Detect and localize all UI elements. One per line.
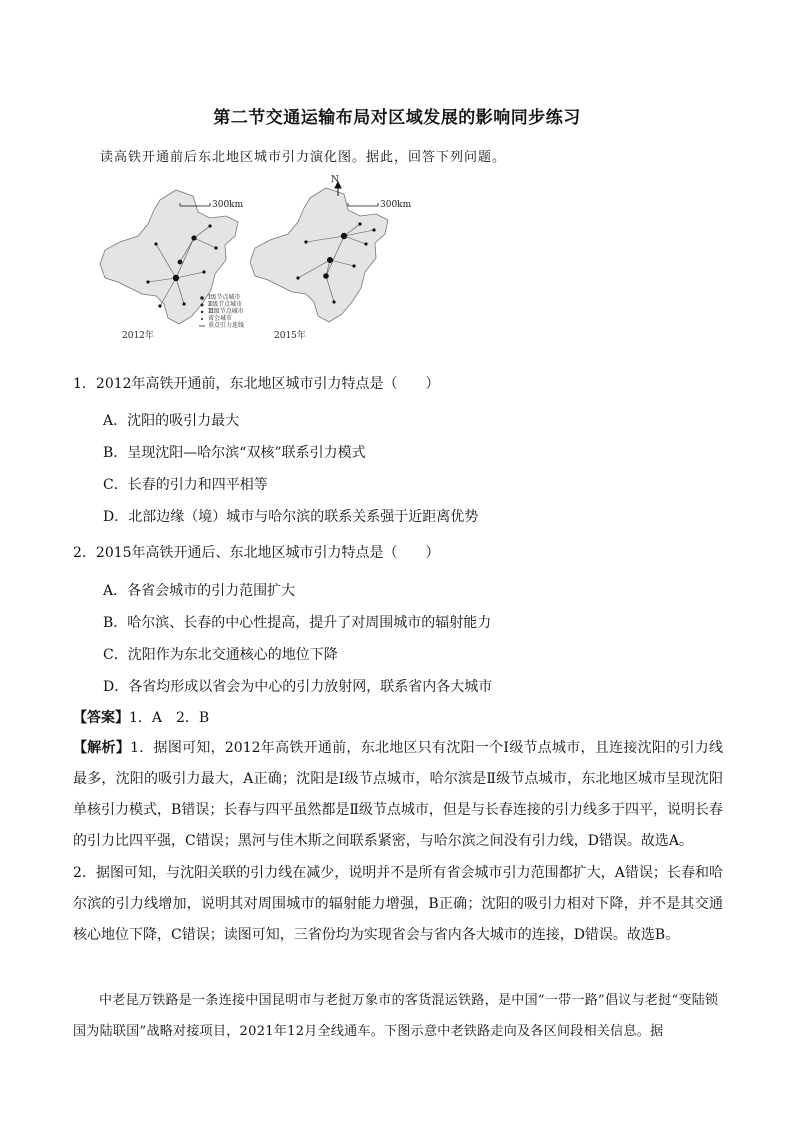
map-figure — [98, 178, 428, 343]
page-title: 第二节交通运输布局对区域发展的影响同步练习 — [213, 108, 581, 128]
question-2-option-b: B．哈尔滨、长春的中心性提高，提升了对周围城市的辐射能力 — [103, 615, 492, 631]
answer-tag: 【答案】 — [73, 710, 129, 726]
question-1-stem: 1．2012年高铁开通前，东北地区城市引力特点是（ ） — [73, 376, 440, 392]
legend-item: Ⅰ级节点城市 — [208, 294, 241, 301]
scale-bar — [180, 203, 378, 206]
next-question-intro: 中老昆万铁路是一条连接中国昆明市与老挝万象市的客货混运铁路，是中国“一带一路”倡议与老挝“变陆锁国为陆联国”战略对接项目，2021年12月全线通车。下图示意中老铁路走向及各区间段相关信息。据 — [73, 993, 719, 1039]
question-2-option-d: D．各省均形成以省会为中心的引力放射网，联系省内各大城市 — [103, 679, 493, 695]
map-year-2015: 2015年 — [274, 331, 306, 341]
answer-line — [73, 707, 209, 727]
map-legend-text — [208, 294, 244, 329]
legend-item: Ⅲ级节点城市 — [208, 308, 244, 315]
question-1-option-d: D．北部边缘（境）城市与哈尔滨的联系关系强于近距离优势 — [103, 509, 479, 525]
answer-text: 1．A 2．B — [129, 710, 210, 726]
legend-item: 重点引力连线 — [208, 322, 245, 329]
question-2-option-a: A．各省会城市的引力范围扩大 — [103, 583, 296, 599]
legend-item: Ⅱ级节点城市 — [208, 301, 243, 308]
analysis-paragraph-2: 2．据图可知，与沈阳关联的引力线在减少，说明并不是所有省会城市引力范围都扩大，A错误；长春和哈尔滨的引力线增加，说明其对周围城市的辐射能力增强，B正确；沈阳的吸引力相对下降，并不是其交通核心地位下降，C错误；读图可知，三省份均为实现省会与省内各大城市的连接，D错误。故选B。 — [73, 865, 723, 943]
scale-label-2015: 300km — [380, 200, 412, 210]
map-2015 — [250, 188, 388, 322]
intro-text: 读高铁开通前后东北地区城市引力演化图。据此，回答下列问题。 — [100, 150, 507, 165]
legend-item: 省会城市 — [208, 315, 233, 322]
analysis-text-1: 1．据图可知，2012年高铁开通前，东北地区只有沈阳一个Ⅰ级节点城市，且连接沈阳的引力线最多，沈阳的吸引力最大，A正确；沈阳是Ⅰ级节点城市，哈尔滨是Ⅱ级节点城市，东北地区城市呈现沈阳单核引力模式，B错误；长春与四平虽然都是Ⅱ级节点城市，但是与长春连接的引力线多于四平，说明长春的引力比四平强，C错误；黑河与佳木斯之间联系紧密，与哈尔滨之间没有引力线，D错误。故选A。 — [73, 740, 723, 849]
question-2-stem: 2．2015年高铁开通后、东北地区城市引力特点是（ ） — [73, 545, 440, 561]
question-1-option-c: C．长春的引力和四平相等 — [103, 477, 268, 493]
city-attraction-maps — [98, 175, 428, 343]
scale-label: 300km — [212, 200, 244, 210]
analysis-tag: 【解析】 — [73, 740, 131, 756]
question-2-option-c: C．沈阳作为东北交通核心的地位下降 — [103, 647, 338, 663]
question-1-option-b: B．呈现沈阳—哈尔滨“双核”联系引力模式 — [103, 445, 366, 461]
map-year-2012: 2012年 — [122, 331, 154, 341]
question-1-option-a: A．沈阳的吸引力最大 — [103, 413, 240, 429]
analysis-paragraph-1 — [73, 733, 723, 857]
north-label: N — [331, 175, 339, 185]
